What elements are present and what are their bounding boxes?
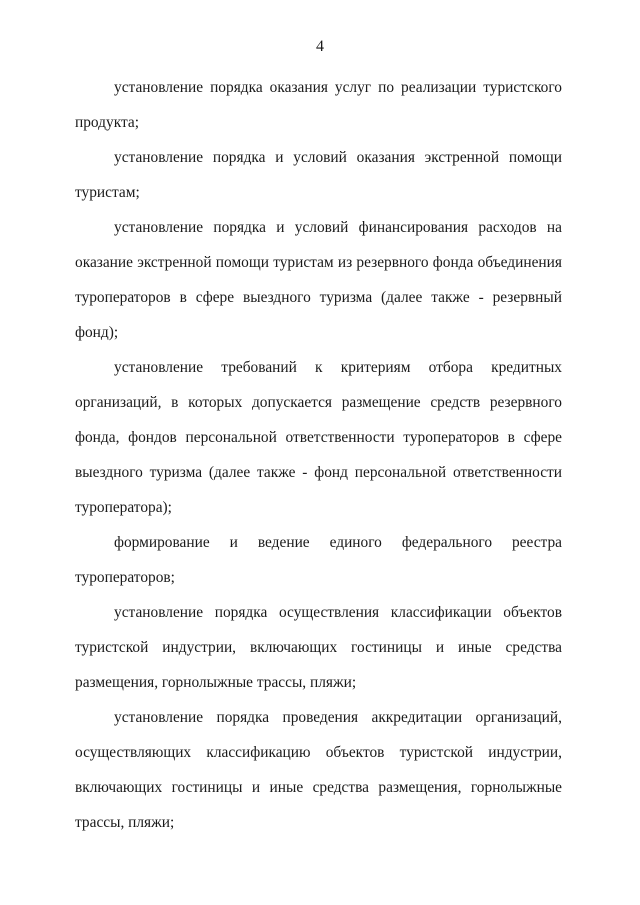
document-body: [75, 70, 562, 840]
paragraph: установление порядка и условий финансирования расходов на оказание экстренной помощи туристам из резервного фонда объединения туроператоров в сфере выездного туризма (далее также - резервный фонд);: [75, 219, 562, 341]
paragraph: установление порядка оказания услуг по реализации туристского продукта;: [75, 79, 562, 131]
paragraph: установление порядка проведения аккредитации организаций, осуществляющих классификацию объектов туристской индустрии, включающих гостиницы и иные средства размещения, горнолыжные трассы, пляжи;: [75, 709, 562, 831]
page-number: 4: [316, 38, 324, 55]
paragraph: установление порядка и условий оказания экстренной помощи туристам;: [75, 149, 562, 201]
paragraph: установление требований к критериям отбора кредитных организаций, в которых допускается размещение средств резервного фонда, фондов персональной ответственности туроператоров в сфере выездного туризма (далее также - фонд персональной ответственности туроператора);: [75, 359, 562, 516]
paragraph: формирование и ведение единого федерального реестра туроператоров;: [75, 534, 562, 586]
paragraph: установление порядка осуществления классификации объектов туристской индустрии, включающих гостиницы и иные средства размещения, горнолыжные трассы, пляжи;: [75, 604, 562, 691]
